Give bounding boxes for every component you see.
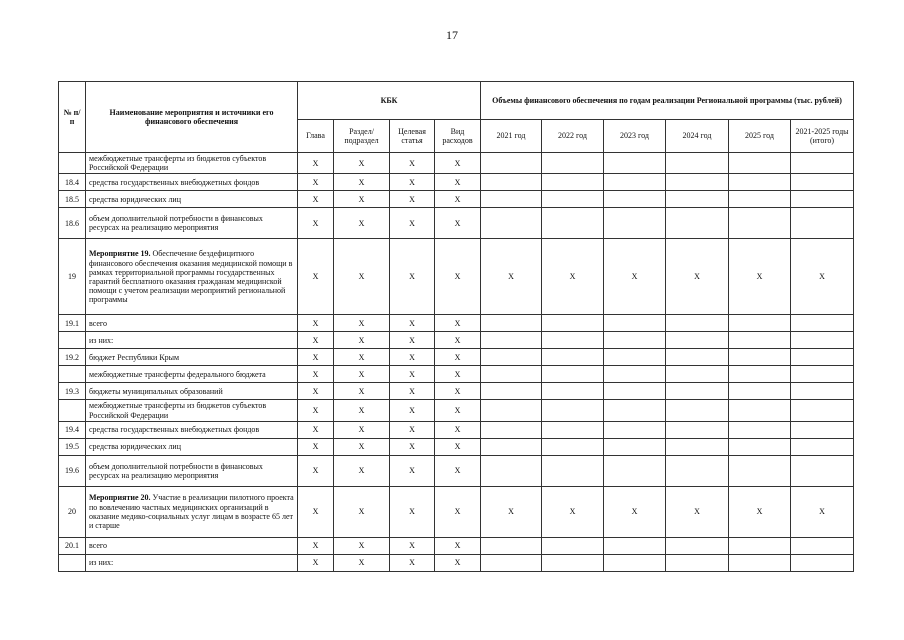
- table-row: [59, 332, 854, 349]
- year-cell: [666, 455, 729, 486]
- row-name-cell: [86, 537, 298, 554]
- kbk-cell: Х: [298, 421, 334, 438]
- year-cell: [481, 383, 542, 400]
- year-cell: [791, 191, 854, 208]
- kbk-cell: Х: [390, 191, 435, 208]
- row-number: 18.6: [59, 208, 86, 239]
- year-cell: [729, 455, 791, 486]
- year-cell: [542, 438, 604, 455]
- year-cell: [791, 438, 854, 455]
- year-cell: [604, 191, 666, 208]
- year-cell: [542, 383, 604, 400]
- year-cell: [481, 455, 542, 486]
- year-cell: [604, 421, 666, 438]
- kbk-cell: Х: [390, 400, 435, 421]
- table-row: [59, 174, 854, 191]
- kbk-cell: Х: [390, 366, 435, 383]
- row-name-cell: [86, 366, 298, 383]
- row-name-cell: [86, 421, 298, 438]
- row-number: 19.6: [59, 455, 86, 486]
- header-kbk-statya: Целевая статья: [390, 120, 435, 153]
- kbk-cell: Х: [435, 486, 481, 537]
- table-row: [59, 554, 854, 571]
- kbk-cell: Х: [334, 455, 390, 486]
- year-cell: Х: [729, 486, 791, 537]
- funding-table: [58, 81, 854, 572]
- row-name: всего: [89, 318, 108, 328]
- table-row: [59, 349, 854, 366]
- year-cell: [542, 455, 604, 486]
- year-cell: [542, 191, 604, 208]
- row-name: Обеспечение бездефицитного финансового обеспечения оказания медицинской помощи в рамках территориальной программы государственных гарантий бесплатного оказания гражданам медицинской помощи с учетом реализации мероприятий региональной программы: [89, 249, 293, 305]
- kbk-cell: Х: [390, 315, 435, 332]
- row-name-cell: [86, 239, 298, 315]
- kbk-cell: Х: [435, 383, 481, 400]
- kbk-cell: Х: [334, 315, 390, 332]
- row-name: средства юридических лиц: [89, 442, 181, 452]
- kbk-cell: Х: [334, 554, 390, 571]
- row-number: 19.2: [59, 349, 86, 366]
- kbk-cell: Х: [334, 153, 390, 174]
- row-name: из них:: [89, 335, 114, 345]
- page-number: 17: [446, 28, 458, 42]
- kbk-cell: Х: [435, 366, 481, 383]
- year-cell: [542, 174, 604, 191]
- year-cell: [729, 366, 791, 383]
- year-cell: [791, 383, 854, 400]
- kbk-cell: Х: [298, 191, 334, 208]
- year-cell: [729, 191, 791, 208]
- header-year-2023: 2023 год: [604, 120, 666, 153]
- year-cell: [604, 174, 666, 191]
- kbk-cell: Х: [334, 383, 390, 400]
- table-row: [59, 455, 854, 486]
- kbk-cell: Х: [435, 400, 481, 421]
- kbk-cell: Х: [298, 153, 334, 174]
- year-cell: [666, 191, 729, 208]
- kbk-cell: Х: [390, 486, 435, 537]
- year-cell: [729, 554, 791, 571]
- year-cell: [481, 400, 542, 421]
- year-cell: Х: [666, 486, 729, 537]
- year-cell: [729, 208, 791, 239]
- year-cell: Х: [791, 239, 854, 315]
- row-name-cell: [86, 191, 298, 208]
- kbk-cell: Х: [435, 208, 481, 239]
- year-cell: [791, 554, 854, 571]
- year-cell: [604, 554, 666, 571]
- year-cell: [729, 315, 791, 332]
- kbk-cell: Х: [390, 349, 435, 366]
- year-cell: [666, 208, 729, 239]
- row-number: 19.4: [59, 421, 86, 438]
- row-number: [59, 153, 86, 174]
- kbk-cell: Х: [298, 554, 334, 571]
- year-cell: [729, 421, 791, 438]
- kbk-cell: Х: [435, 455, 481, 486]
- year-cell: [729, 400, 791, 421]
- year-cell: Х: [542, 239, 604, 315]
- header-year-2022: 2022 год: [542, 120, 604, 153]
- year-cell: [729, 438, 791, 455]
- kbk-cell: Х: [298, 349, 334, 366]
- year-cell: [481, 438, 542, 455]
- kbk-cell: Х: [334, 174, 390, 191]
- table-row: [59, 208, 854, 239]
- year-cell: [729, 174, 791, 191]
- year-cell: [791, 455, 854, 486]
- year-cell: [729, 349, 791, 366]
- table-row: [59, 438, 854, 455]
- year-cell: [481, 421, 542, 438]
- row-name: средства государственных внебюджетных фондов: [89, 177, 260, 187]
- row-name-cell: [86, 383, 298, 400]
- year-cell: [481, 315, 542, 332]
- year-cell: [542, 349, 604, 366]
- year-cell: [542, 554, 604, 571]
- year-cell: [666, 366, 729, 383]
- kbk-cell: Х: [334, 332, 390, 349]
- kbk-cell: Х: [298, 208, 334, 239]
- year-cell: Х: [666, 239, 729, 315]
- year-cell: [542, 366, 604, 383]
- kbk-cell: Х: [435, 191, 481, 208]
- row-name-cell: [86, 455, 298, 486]
- year-cell: [604, 537, 666, 554]
- row-number: [59, 366, 86, 383]
- year-cell: [542, 315, 604, 332]
- year-cell: [481, 537, 542, 554]
- table-row: [59, 400, 854, 421]
- header-kbk-razdel: Раздел/ подраздел: [334, 120, 390, 153]
- row-number: 19.5: [59, 438, 86, 455]
- row-name: всего: [89, 541, 108, 551]
- kbk-cell: Х: [334, 438, 390, 455]
- year-cell: [791, 421, 854, 438]
- year-cell: Х: [481, 239, 542, 315]
- year-cell: [666, 554, 729, 571]
- kbk-cell: Х: [298, 239, 334, 315]
- row-name-cell: [86, 153, 298, 174]
- year-cell: [604, 400, 666, 421]
- kbk-cell: Х: [390, 332, 435, 349]
- year-cell: Х: [604, 239, 666, 315]
- kbk-cell: Х: [390, 153, 435, 174]
- year-cell: [791, 349, 854, 366]
- header-funding: Объемы финансового обеспечения по годам реализации Региональной программы (тыс. рублей): [481, 82, 854, 120]
- row-name-cell: [86, 174, 298, 191]
- kbk-cell: Х: [334, 537, 390, 554]
- row-name-cell: [86, 208, 298, 239]
- row-name: Участие в реализации пилотного проекта по вовлечению частных медицинских организаций в оказание медико-социальных услуг лицам в возрасте 65 лет и старше: [89, 493, 294, 530]
- year-cell: [542, 537, 604, 554]
- row-name-cell: [86, 400, 298, 421]
- year-cell: [542, 208, 604, 239]
- kbk-cell: Х: [435, 554, 481, 571]
- row-name: объем дополнительной потребности в финансовых ресурсах на реализацию мероприятия: [89, 214, 263, 233]
- table-row: [59, 383, 854, 400]
- row-name-cell: [86, 349, 298, 366]
- table-row: [59, 486, 854, 537]
- kbk-cell: Х: [435, 421, 481, 438]
- kbk-cell: Х: [435, 315, 481, 332]
- table-row: [59, 153, 854, 174]
- year-cell: [791, 366, 854, 383]
- year-cell: Х: [604, 486, 666, 537]
- year-cell: [481, 554, 542, 571]
- kbk-cell: Х: [390, 208, 435, 239]
- kbk-cell: Х: [298, 486, 334, 537]
- row-name: бюджет Республики Крым: [89, 352, 180, 362]
- kbk-cell: Х: [435, 153, 481, 174]
- kbk-cell: Х: [435, 349, 481, 366]
- kbk-cell: Х: [435, 332, 481, 349]
- kbk-cell: Х: [435, 537, 481, 554]
- year-cell: Х: [729, 239, 791, 315]
- year-cell: [604, 349, 666, 366]
- row-name: средства юридических лиц: [89, 194, 181, 204]
- row-name-cell: [86, 554, 298, 571]
- year-cell: [666, 383, 729, 400]
- year-cell: [542, 400, 604, 421]
- year-cell: [481, 366, 542, 383]
- year-cell: [666, 332, 729, 349]
- year-cell: [729, 383, 791, 400]
- year-cell: [481, 349, 542, 366]
- table-row: [59, 366, 854, 383]
- year-cell: [791, 537, 854, 554]
- row-number: 18.5: [59, 191, 86, 208]
- year-cell: [666, 153, 729, 174]
- kbk-cell: Х: [334, 191, 390, 208]
- row-number: 19.3: [59, 383, 86, 400]
- kbk-cell: Х: [298, 366, 334, 383]
- year-cell: [604, 438, 666, 455]
- year-cell: [791, 315, 854, 332]
- header-year-2021: 2021 год: [481, 120, 542, 153]
- row-number: [59, 554, 86, 571]
- kbk-cell: Х: [298, 455, 334, 486]
- kbk-cell: Х: [390, 438, 435, 455]
- kbk-cell: Х: [390, 239, 435, 315]
- year-cell: [666, 421, 729, 438]
- row-number: 20: [59, 486, 86, 537]
- kbk-cell: Х: [435, 174, 481, 191]
- year-cell: [791, 208, 854, 239]
- kbk-cell: Х: [334, 486, 390, 537]
- row-title-bold: Мероприятие 19.: [89, 249, 151, 259]
- row-number: [59, 332, 86, 349]
- year-cell: [666, 349, 729, 366]
- kbk-cell: Х: [334, 366, 390, 383]
- year-cell: [791, 332, 854, 349]
- kbk-cell: Х: [390, 537, 435, 554]
- year-cell: Х: [481, 486, 542, 537]
- year-cell: [729, 153, 791, 174]
- year-cell: [791, 400, 854, 421]
- header-kbk-glava: Глава: [298, 120, 334, 153]
- year-cell: [729, 537, 791, 554]
- row-number: [59, 400, 86, 421]
- header-kbk-vid: Вид расходов: [435, 120, 481, 153]
- kbk-cell: Х: [298, 332, 334, 349]
- kbk-cell: Х: [390, 554, 435, 571]
- year-cell: [666, 537, 729, 554]
- table-row: [59, 315, 854, 332]
- table-row: [59, 421, 854, 438]
- year-cell: [481, 153, 542, 174]
- row-number: 20.1: [59, 537, 86, 554]
- row-name: межбюджетные трансферты федерального бюджета: [89, 369, 266, 379]
- year-cell: [481, 208, 542, 239]
- row-name: межбюджетные трансферты из бюджетов субъектов Российской Федерации: [89, 154, 267, 173]
- header-year-total: 2021-2025 годы (итого): [791, 120, 854, 153]
- kbk-cell: Х: [298, 383, 334, 400]
- year-cell: [542, 421, 604, 438]
- year-cell: [604, 366, 666, 383]
- kbk-cell: Х: [334, 239, 390, 315]
- year-cell: [542, 332, 604, 349]
- table-row: [59, 191, 854, 208]
- year-cell: [791, 174, 854, 191]
- year-cell: [604, 332, 666, 349]
- year-cell: [791, 153, 854, 174]
- row-name: объем дополнительной потребности в финансовых ресурсах на реализацию мероприятия: [89, 461, 263, 480]
- year-cell: Х: [542, 486, 604, 537]
- row-number: 19: [59, 239, 86, 315]
- table-row: [59, 239, 854, 315]
- year-cell: Х: [791, 486, 854, 537]
- year-cell: [604, 315, 666, 332]
- row-number: 19.1: [59, 315, 86, 332]
- kbk-cell: Х: [298, 438, 334, 455]
- year-cell: [666, 400, 729, 421]
- year-cell: [666, 174, 729, 191]
- kbk-cell: Х: [298, 315, 334, 332]
- kbk-cell: Х: [298, 400, 334, 421]
- kbk-cell: Х: [390, 455, 435, 486]
- kbk-cell: Х: [334, 349, 390, 366]
- year-cell: [604, 153, 666, 174]
- year-cell: [604, 383, 666, 400]
- kbk-cell: Х: [435, 239, 481, 315]
- row-name-cell: [86, 332, 298, 349]
- kbk-cell: Х: [298, 537, 334, 554]
- row-name: бюджеты муниципальных образований: [89, 386, 223, 396]
- row-name: из них:: [89, 558, 114, 568]
- header-name: Наименование мероприятия и источники его финансового обеспечения: [86, 82, 298, 153]
- kbk-cell: Х: [390, 421, 435, 438]
- kbk-cell: Х: [298, 174, 334, 191]
- table-body: [59, 153, 854, 572]
- year-cell: [481, 332, 542, 349]
- row-title-bold: Мероприятие 20.: [89, 493, 151, 503]
- year-cell: [542, 153, 604, 174]
- year-cell: [604, 455, 666, 486]
- kbk-cell: Х: [334, 400, 390, 421]
- year-cell: [481, 191, 542, 208]
- kbk-cell: Х: [334, 208, 390, 239]
- kbk-cell: Х: [334, 421, 390, 438]
- kbk-cell: Х: [435, 438, 481, 455]
- row-number: 18.4: [59, 174, 86, 191]
- header-kbk: КБК: [298, 82, 481, 120]
- table-row: [59, 537, 854, 554]
- kbk-cell: Х: [390, 174, 435, 191]
- year-cell: [666, 438, 729, 455]
- row-name: межбюджетные трансферты из бюджетов субъектов Российской Федерации: [89, 401, 267, 420]
- row-name-cell: [86, 315, 298, 332]
- header-year-2024: 2024 год: [666, 120, 729, 153]
- row-name: средства государственных внебюджетных фондов: [89, 425, 260, 435]
- row-name-cell: [86, 486, 298, 537]
- year-cell: [666, 315, 729, 332]
- year-cell: [604, 208, 666, 239]
- row-name-cell: [86, 438, 298, 455]
- year-cell: [481, 174, 542, 191]
- header-year-2025: 2025 год: [729, 120, 791, 153]
- year-cell: [729, 332, 791, 349]
- kbk-cell: Х: [390, 383, 435, 400]
- header-num: № п/п: [59, 82, 86, 153]
